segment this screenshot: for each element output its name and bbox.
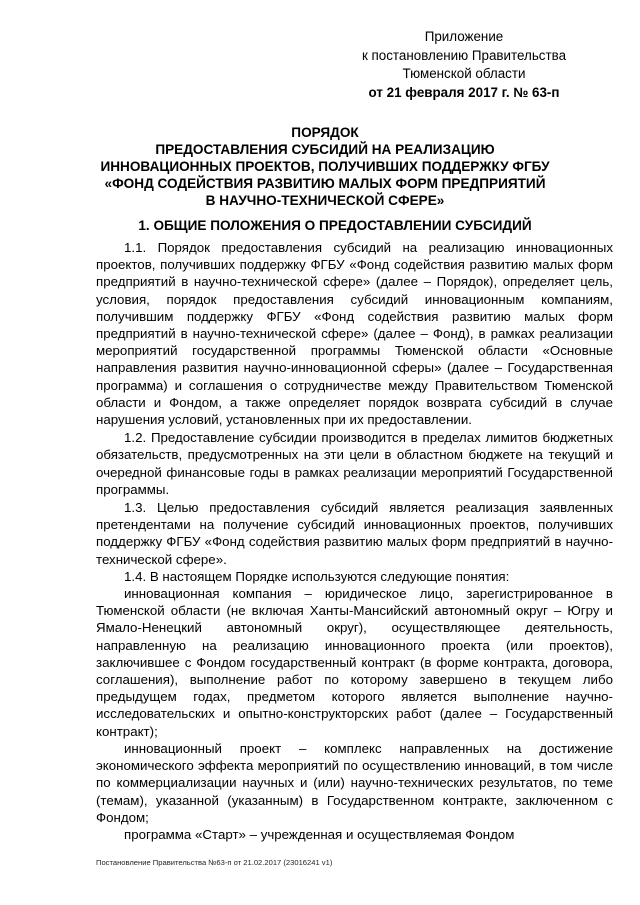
paragraph-1-4: 1.4. В настоящем Порядке используются следующие понятия: <box>124 568 510 584</box>
definition-innovative-company: инновационная компания – юридическое лицо, зарегистрированное в Тюменской области (не включая Ханты-Мансийский автономный округ – Югру и Ямало-Ненецкий автономный округ), осуществляющее деятельность, направленную на реализацию инновационного проекта (или проектов), заключившее с Фондом государственный контракт (в форме контракта, договора, соглашения), выполнение работ по которому завершено в текущем либо предыдущем годах, предметом которого является выполнение научно-исследовательских и опытно-конструкторских работ (далее – Государственный контракт); <box>96 586 613 739</box>
appendix-line: Тюменской области <box>402 66 526 82</box>
section-heading: 1. ОБЩИЕ ПОЛОЖЕНИЯ О ПРЕДОСТАВЛЕНИИ СУБСИДИЙ <box>138 218 532 233</box>
title-line: ИННОВАЦИОННЫХ ПРОЕКТОВ, ПОЛУЧИВШИХ ПОДДЕРЖКУ ФГБУ <box>100 159 550 174</box>
document-title <box>60 124 590 209</box>
appendix-line: к постановлению Правительства <box>361 47 567 63</box>
paragraph-1-2: 1.2. Предоставление субсидии производится в пределах лимитов бюджетных обязательств, предусмотренных на эти цели в областном бюджете на текущий и очередной финансовые годы в рамках реализации мероприятий Государственной программы. <box>96 430 613 497</box>
definition-start-program: программа «Старт» – учрежденная и осуществляемая Фондом <box>124 826 515 842</box>
title-line: «ФОНД СОДЕЙСТВИЯ РАЗВИТИЮ МАЛЫХ ФОРМ ПРЕДПРИЯТИЙ <box>104 176 546 191</box>
appendix-block <box>344 28 584 102</box>
title-line: ПОРЯДОК <box>291 125 359 140</box>
title-line: ПРЕДОСТАВЛЕНИЯ СУБСИДИЙ НА РЕАЛИЗАЦИЮ <box>155 142 495 157</box>
definition-innovative-project: инновационный проект – комплекс направленных на достижение экономического эффекта мероприятий по осуществлению инноваций, в том числе по коммерциализации научных и (или) научно-технических результатов, по теме (темам), указанной (указанным) в Государственном контракте, заключенном с Фондом; <box>96 740 613 825</box>
appendix-line: Приложение <box>424 29 504 44</box>
paragraph-1-1: 1.1. Порядок предоставления субсидий на реализацию инновационных проектов, получивших поддержку ФГБУ «Фонд содействия развитию малых форм предприятий в научно-технической сфере» (далее – Порядок), определяет цель, условия, порядок предоставления субсидий инновационным компаниям, получившим поддержку ФГБУ «Фонд содействия развитию малых форм предприятий в научно-технической сфере» (далее – Фонд), в рамках реализации мероприятий государственной программы Тюменской области «Основные направления развития научно-инновационной сферы» (далее – Государственная программа) и соглашения о сотрудничестве между Правительством Тюменской области и Фондом, а также определяет порядок возврата субсидий в случае нарушения условий, установленных при их предоставлении. <box>96 240 613 428</box>
document-body <box>96 239 613 843</box>
page-footer: Постановление Правительства №63-п от 21.02.2017 (23016241 v1) <box>96 858 333 867</box>
appendix-date-number: от 21 февраля 2017 г. № 63-п <box>368 84 560 100</box>
title-line: В НАУЧНО-ТЕХНИЧЕСКОЙ СФЕРЕ» <box>205 193 445 208</box>
paragraph-1-3: 1.3. Целью предоставления субсидий является реализация заявленных претендентами на получение субсидий инновационных проектов, получивших поддержку ФГБУ «Фонд содействия развитию малых форм предприятий в научно-технической сфере». <box>96 500 613 567</box>
